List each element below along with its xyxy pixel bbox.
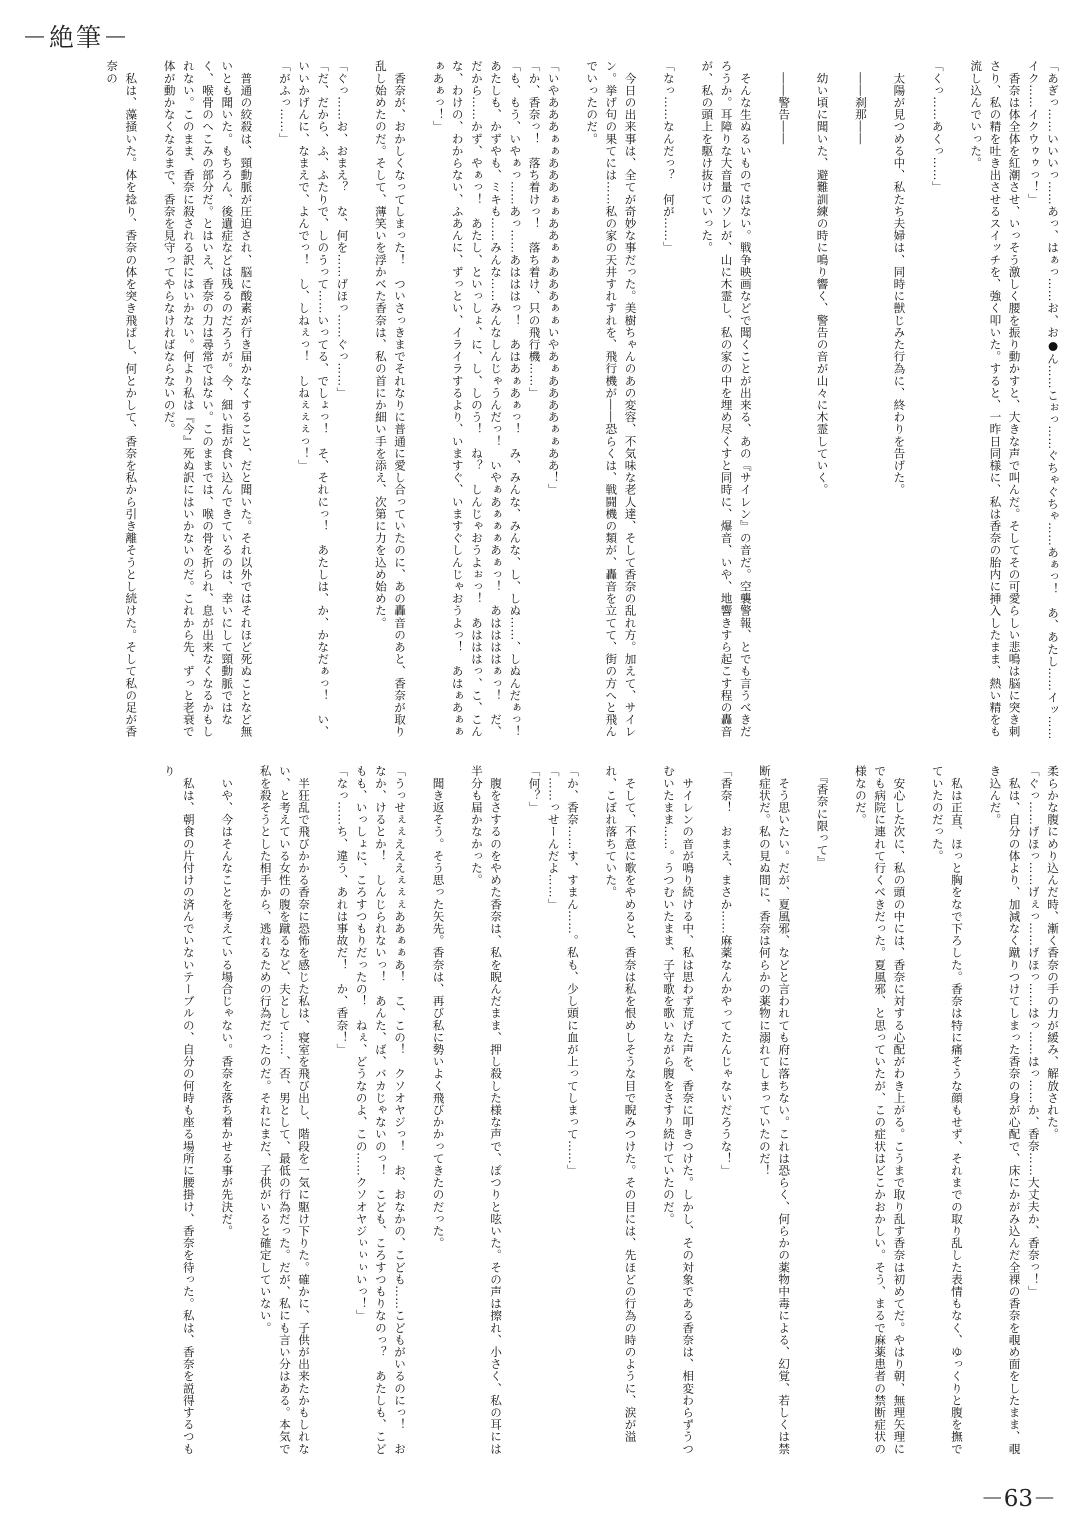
paragraph: そう思いたい。だが、夏風邪、などと言われても府に落ちない。これは恐らく、何らかの薬物中毒による、幻覚、若しくは禁断症状だ。私の見ぬ間に、香奈は何らかの薬物に溺れてしまっていたのだ！ bbox=[757, 765, 792, 1455]
paragraph: 腹をさするのをやめた香奈は、私を睨んだまま、押し殺した様な声で、ぽつりと呟いた。その声は擦れ、小さく、私の耳には半分も届かなかった。 bbox=[469, 765, 504, 1455]
paragraph: 幼い頃に聞いた、避難訓練の時に鳴り響く、警告の音が山々に木霊していく。 bbox=[815, 60, 830, 496]
paragraph-gap bbox=[755, 60, 774, 742]
paragraph: 「か、香奈……す、すまん……。私も、少し頭に血が上ってしまって……」 bbox=[565, 765, 580, 1177]
paragraph: 「ぐっ……げほっ……げぇっ……げほっ……はっ……はっ……か、香奈……大丈夫か、香奈っ！」 bbox=[1026, 765, 1041, 1298]
paragraph: 「……っせーんだよ……」 bbox=[546, 765, 561, 911]
paragraph: 「くっ……あくっ……」 bbox=[930, 60, 945, 194]
paragraph: 私は、藻掻いた。体を捻り、香奈の体を突き飛ばし、何とかして、香奈を私から引き離そうとし続けた。そして私の足が香奈の bbox=[105, 60, 139, 738]
paragraph: 香奈が、おかしくなってしまった！ ついさっきまでそれなりに普通に愛し合っていたのに、あの轟音のあと、香奈が取り乱し始めたのだ。そして、薄笑いを浮かべた香奈は、私の首にか細い手を添え、次第に力を込め始めた。 bbox=[373, 60, 408, 738]
paragraph: 私は正直、ほっと胸をなで下ろした。香奈は特に痛そうな顔もせず、それまでの取り乱した表情もなく、ゆっくりと腹を撫でていたのだった。 bbox=[930, 765, 964, 1455]
paragraph-gap bbox=[640, 60, 659, 742]
paragraph-gap bbox=[870, 60, 889, 742]
paragraph: 「も、もう、いやぁっ……あっ……あはははっ！ あはあぁあぁっ！ み、みんな、みんな、し、しぬ……、しぬんだぁっ！ あたしも、かずやも、ミキも……みんな……みんなしんじゃうんだっ！ いやぁあぁぁぁあぁっ！ あははははぁっ！ だ、だから……かず、やぁっ！ あたし、といっしょ、に、し、しのう！ ね？ しんじゃおうよぉっ！ あはははっ、こ、こんな、わけの、わからない、ふあんに、ずっとい、イライラするより、いますぐ、いますぐしんじゃおうよっ！ あはぁあぁぁぁあぁっ！」 bbox=[431, 60, 523, 750]
paragraph: 「か、香奈っ！ 落ち着けっ！ 落ち着け、只の飛行機……」 bbox=[527, 60, 542, 399]
paragraph: 半狂乱で飛びかかる香奈に恐怖を感じた私は、寝室を飛び出し、階段を一気に駆け下りた。確かに、子供が出来たかもしれない、と考えている女性の腹を蹴るなど、夫として……、否、男として、最低の行為だった。だが、私にも言い分はある。本気で私を殺そうとした相手から、逃れるための行為だったのだ。それにまだ、子供がいると確定していない。 bbox=[258, 765, 312, 1455]
paragraph: 「なっ……ち、違う、あれは事故だ！ か、香奈！」 bbox=[335, 765, 350, 1056]
paragraph-gap bbox=[793, 765, 812, 1465]
paragraph: 私は、朝食の片付けの済んでいないテーブルの、自分の何時も座る場所に腰掛け、香奈を待った。私は、香奈を説得するつもり bbox=[162, 765, 196, 1455]
paragraph: 「ぐっ……お、おまえ？ な、何を……げほっ……ぐっ……」 bbox=[335, 60, 350, 399]
paragraph-gap bbox=[640, 765, 659, 1465]
paragraph: 柔らかな腹にめり込んだ時、漸く香奈の手の力が緩み、解放された。 bbox=[1046, 765, 1060, 1141]
paragraph-gap bbox=[313, 765, 332, 1465]
paragraph-gap bbox=[448, 765, 467, 1465]
paragraph-gap bbox=[793, 60, 812, 742]
upper-text-block bbox=[22, 60, 1062, 750]
paragraph-gap bbox=[198, 765, 217, 1465]
paragraph-gap bbox=[908, 60, 927, 742]
paragraph-gap bbox=[351, 60, 370, 742]
paragraph: 「あぎっ……いいいっ……あっ、はぁっ……お、お●ん……こぉっ……ぐちゃぐちゃ……あぁっ！ あ、あたし……イッ……イク……イクウゥゥっ！」 bbox=[1026, 60, 1060, 740]
page-header-title: －絶筆－ bbox=[22, 23, 131, 52]
paragraph: 「なっ……なんだっ？ 何が……」 bbox=[661, 60, 676, 254]
paragraph: 「いやあああぁぁあああぁぁああぁぁあああぁぁいやあぁああああぁぁああ！」 bbox=[546, 60, 561, 496]
paragraph: 太陽が見つめる中、私たち夫婦は、同時に獣じみた行為に、終わりを告げた。 bbox=[892, 60, 907, 496]
paragraph-gap bbox=[255, 60, 274, 742]
paragraph: 「何？」 bbox=[527, 765, 542, 814]
paragraph-gap bbox=[563, 60, 582, 742]
paragraph-gap bbox=[908, 765, 927, 1465]
paragraph: 香奈は体全体を紅潮させ、いっそう激しく腰を振り動かすと、大きな声で叫んだ。そしてその可愛らしい悲鳴は脳に突き刺さり、私の精を吐き出させるスイッチを、強く叩いた。すると、一昨日同様に、私は香奈の胎内に挿入したまま、熱い精をも流し込んでいった。 bbox=[969, 60, 1022, 738]
paragraph-gap bbox=[409, 60, 428, 742]
paragraph-gap bbox=[409, 765, 428, 1465]
paragraph: 私は、自分の体より、加減なく蹴りつけてしまった香奈の身が心配で、床にかがみ込んだ全裸の香奈を覗め面をしたまま、覗き込んだ。 bbox=[988, 765, 1022, 1455]
paragraph-gap bbox=[582, 765, 601, 1465]
paragraph: そんな生ぬるいものではない。戦争映画などで聞くことが出来る、あの『サイレン』の音だ。空襲警報、とでも言うべきだろうか。耳障りな大音量のソレが、山に木霊し、私の家の中を埋め尽くすと同時に、爆音、いや、地響きすら起こす程の轟音が、私の頭上を駆け抜けていった。 bbox=[700, 60, 753, 738]
paragraph-gap bbox=[947, 60, 966, 742]
paragraph-gap bbox=[832, 765, 851, 1465]
paragraph-gap bbox=[832, 60, 851, 742]
paragraph: 聞き返そう。そう思った矢先。香奈は、再び私に勢いよく飛びかかってきたのだった。 bbox=[431, 765, 446, 1249]
paragraph-gap bbox=[697, 765, 716, 1465]
paragraph: 普通の絞殺は、頸動脈が圧迫され、脳に酸素が行き届かなくすること、だと聞いた。それ以外ではそれほど死ぬことなど無いとも聞いた。もちろん、後遺症などは残るのだろうが。今、細い指が食い込んできているのは、幸いにして頸動脈ではなく、喉骨のへこみの部分だ。とはいえ、香奈の力は尋常ではない。このままでは、喉の骨を折られ、息が出来なくなるかもしれない。このまま、香奈に殺される訳にはいかない。何より私は『今』死ぬ訳にはいかないのだ。これから先、ずっと老衰で体が動かなくなるまで、香奈を見守ってやらなければならないのだ。 bbox=[162, 60, 254, 738]
paragraph: 『香奈に限って』 bbox=[815, 765, 830, 869]
paragraph-gap bbox=[678, 60, 697, 742]
paragraph: 「香奈！ おまえ、まさか……麻薬なんかやってたんじゃないだろうな！」 bbox=[719, 765, 734, 1177]
lower-text-block bbox=[22, 765, 1062, 1465]
paragraph-gap bbox=[505, 765, 524, 1465]
paragraph: ――警告―― bbox=[777, 60, 792, 145]
page-number: －63－ bbox=[980, 1486, 1056, 1512]
paragraph-gap bbox=[736, 765, 755, 1465]
paragraph: 「がふっ……」 bbox=[277, 60, 292, 145]
paragraph: 今日の出来事は、全てが奇妙な事だった。美樹ちゃんのあの変容、不気味な老人達、そして香奈の乱れ方。加えて、サイレン。挙げ句の果てには……私の家の天井すれすれを、飛行機が――恐らくは、戦闘機の類が、轟音を立てて、街の方へと飛んでいったのだ。 bbox=[585, 60, 638, 738]
paragraph-gap bbox=[140, 60, 159, 742]
paragraph: そして、不意に歌をやめると、香奈は私を恨めしそうな目で睨みつけた。その目には、先ほどの行為の時のように、涙が溢れ、こぼれ落ちていた。 bbox=[604, 765, 638, 1443]
paragraph: 「うっせぇぇえええぇぇぇああぁぁあ！ こ、この！ クソオヤジっ！ お、おなかの、こども……こどもがいるのにっ！ おなか、けるとか！ しんじられないっ！ あんた、ば、バカじゃないのっ！ こども、ころすつもりなのっ？ あたしも、こどもも、いっしょに、ころすつもりだったの！ ねぇ、どうなのよ、この……クソオヤジぃぃぃいっ！」 bbox=[354, 765, 408, 1455]
paragraph: 「だ、だから、ふ、ふたりで、しのうって……いってる、でしょっ！ そ、それにっ！ あたしは、か、かなだぁっ！ い、いいかげんに、なまえで、よんでっ！ し、しねぇっ！ しねぇぇぇっ！」 bbox=[297, 60, 331, 738]
paragraph: 安心した次に、私の頭の中には、香奈に対する心配がわき上がる。こうまで取り乱す香奈は初めてだ。やはり朝、無理矢理にでも病院に連れて行くべきだった。夏風邪、と思っていたが、この症状はどこかおかしい。そう、まるで麻薬患者の禁断症状の様なのだ。 bbox=[853, 765, 907, 1455]
paragraph: サイレンの音が鳴り続ける中、私は思わず荒げた声を、香奈に叩きつけた。しかし、その対象である香奈は、相変わらずうつむいたまま……。うつむいたまま、子守歌を歌いながら腹をさすり続けていたのだ。 bbox=[661, 765, 696, 1455]
paragraph: いや、今はそんなことを考えている場合じゃない。香奈を落ち着かせる事が先決だ。 bbox=[220, 765, 235, 1237]
paragraph-gap bbox=[966, 765, 985, 1465]
paragraph-gap bbox=[236, 765, 255, 1465]
paragraph: ――刹那―― bbox=[853, 60, 868, 145]
